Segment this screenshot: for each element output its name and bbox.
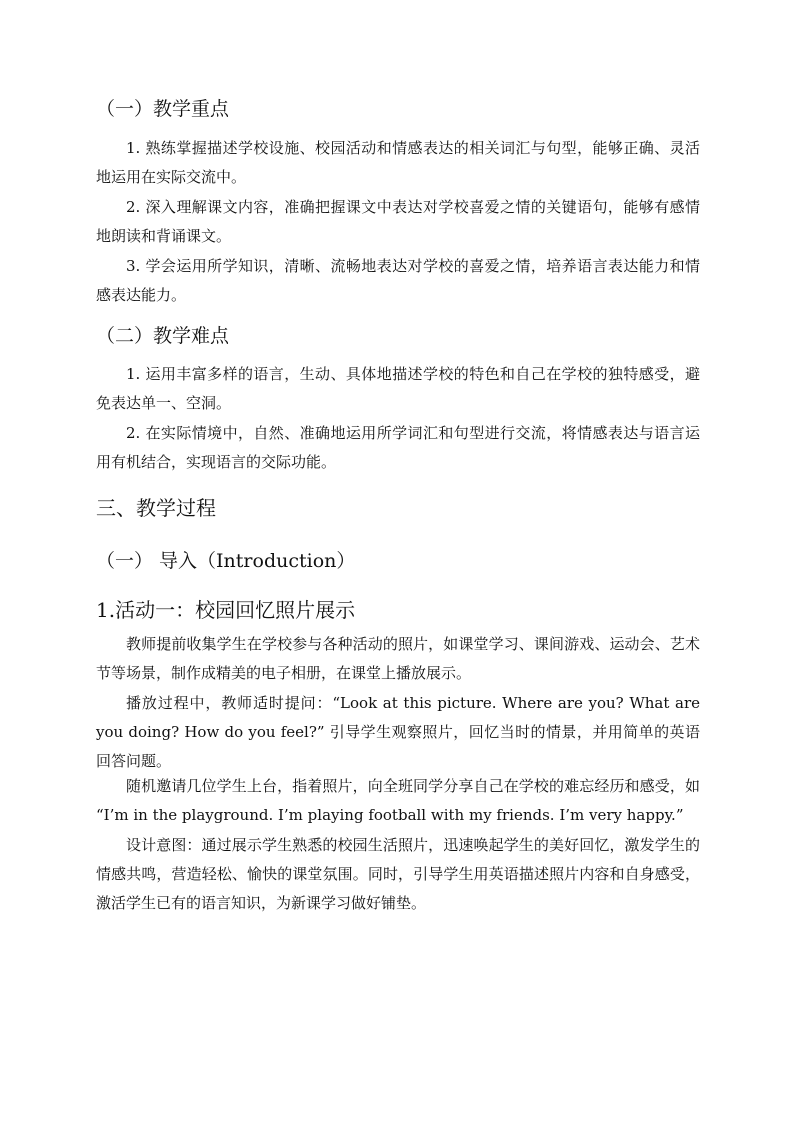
heading-activity-one: 1.活动一：校园回忆照片展示 bbox=[96, 598, 356, 622]
heading-teaching-process: 三、教学过程 bbox=[96, 496, 216, 520]
activity-paragraph-1: 教师提前收集学生在学校参与各种活动的照片，如课堂学习、课间游戏、运动会、艺术节等场景，制作成精美的电子相册，在课堂上播放展示。 bbox=[96, 635, 700, 682]
focus-item-1: 1. 熟练掌握描述学校设施、校园活动和情感表达的相关词汇与句型，能够正确、灵活地运用在实际交流中。 bbox=[96, 139, 700, 186]
difficulty-item-2: 2. 在实际情境中，自然、准确地运用所学词汇和句型进行交流，将情感表达与语言运用有机结合，实现语言的交际功能。 bbox=[96, 424, 700, 471]
heading-teaching-focus: （一）教学重点 bbox=[96, 98, 230, 120]
activity-paragraph-3: 随机邀请几位学生上台，指着照片，向全班同学分享自己在学校的难忘经历和感受，如 “I’m in the playground. I’m playing football with my friends. I’m very happy.” bbox=[96, 777, 700, 824]
heading-introduction: （一） 导入（Introduction） bbox=[96, 550, 356, 572]
difficulty-item-1: 1. 运用丰富多样的语言，生动、具体地描述学校的特色和自己在学校的独特感受，避免表达单一、空洞。 bbox=[96, 365, 700, 412]
heading-teaching-difficulty: （二）教学难点 bbox=[96, 325, 230, 347]
focus-item-2: 2. 深入理解课文内容，准确把握课文中表达对学校喜爱之情的关键语句，能够有感情地朗读和背诵课文。 bbox=[96, 198, 700, 245]
activity-paragraph-2: 播放过程中，教师适时提问：“Look at this picture. Where are you? What are you doing? How do you feel?” 引导学生观察照片，回忆当时的情景，并用简单的英语回答问题。 bbox=[96, 694, 700, 770]
design-intent-paragraph: 设计意图：通过展示学生熟悉的校园生活照片，迅速唤起学生的美好回忆，激发学生的情感共鸣，营造轻松、愉快的课堂氛围。同时，引导学生用英语描述照片内容和自身感受，激活学生已有的语言知识，为新课学习做好铺垫。 bbox=[96, 836, 700, 912]
focus-item-3: 3. 学会运用所学知识，清晰、流畅地表达对学校的喜爱之情，培养语言表达能力和情感表达能力。 bbox=[96, 257, 700, 304]
